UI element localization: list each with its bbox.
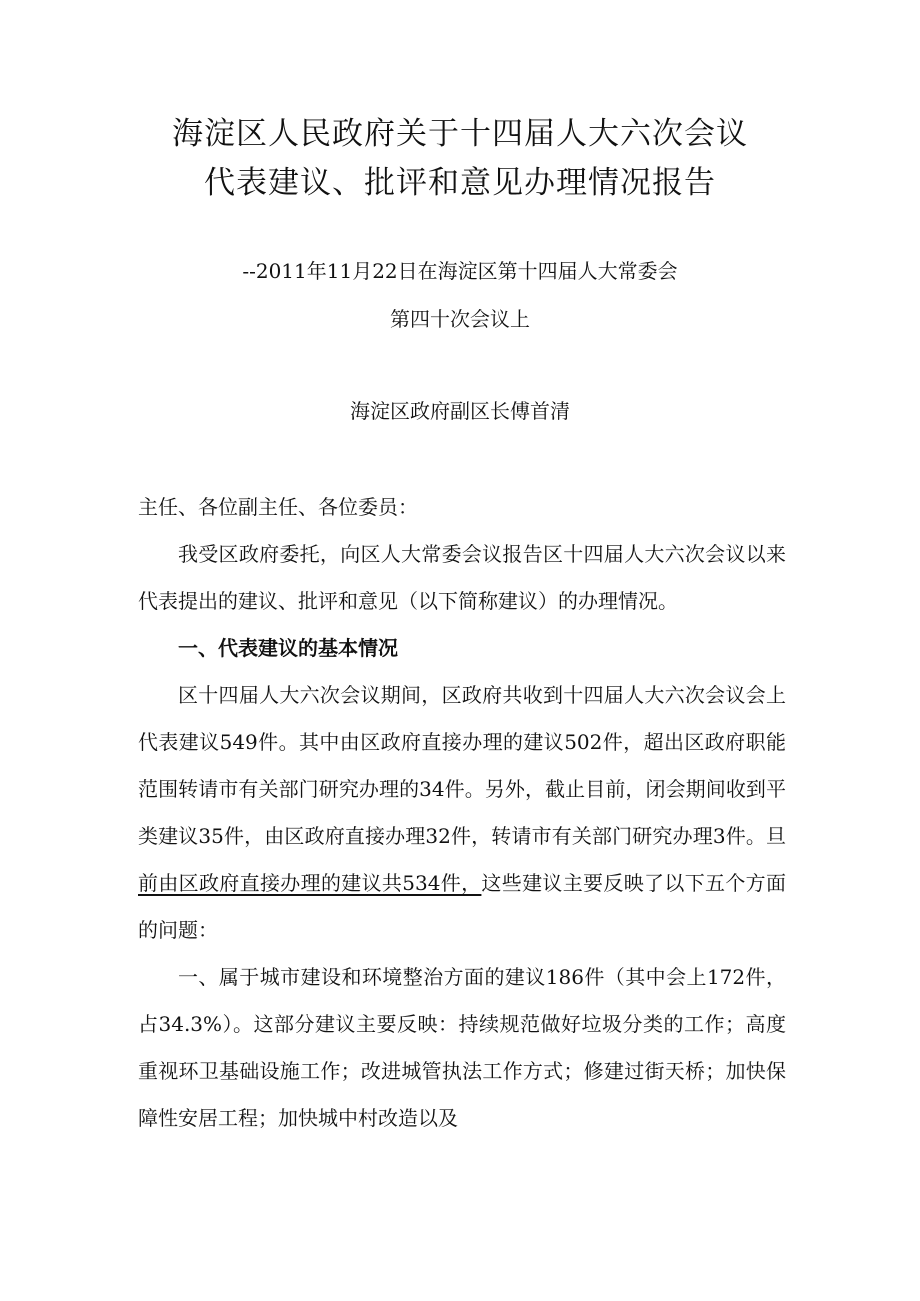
intro-paragraph: 我受区政府委托，向区人大常委会议报告区十四届人大六次会议以来代表提出的建议、批评和意见（以下简称建议）的办理情况。 (138, 542, 786, 613)
paragraph-text: 区十四届人大六次会议期间，区政府共收到十四届人大六次会议会上代表建议549件。其中由区政府直接办理的建议502件，超出区政府职能范围转请市有关部门研究办理的34件。另外，截止目前，闭会期间收到平类建议35件，由区政府直接办理32件，转请市有关部门研究办理3件。旦 (138, 683, 786, 848)
document-body (138, 484, 786, 1142)
document-title-line-2: 代表建议、批评和意见办理情况报告 (204, 165, 716, 201)
city-construction-paragraph: 一、属于城市建设和环境整治方面的建议186件（其中会上172件，占34.3%）。这部分建议主要反映：持续规范做好垃圾分类的工作；高度重视环卫基础设施工作；改进城管执法工作方式；修建过街天桥；加快保障性安居工程；加快城中村改造以及 (138, 965, 786, 1130)
document-title-line-1: 海淀区人民政府关于十四届人大六次会议 (172, 116, 748, 152)
basic-situation-paragraph (138, 672, 786, 954)
underlined-text: 前由区政府直接办理的建议共534件， (138, 871, 482, 895)
salutation: 主任、各位副主任、各位委员： (138, 495, 418, 519)
document-subtitle-line-2: 第四十次会议上 (390, 307, 530, 331)
paragraph-text: 这些建议主要反映了以下五个方面的问题： (138, 871, 787, 942)
document-subtitle-line-1: --2011年11月22日在海淀区第十四届人大常委会 (242, 259, 678, 283)
document-author: 海淀区政府副区长傅首清 (350, 399, 570, 423)
section-heading-1: 一、代表建议的基本情况 (178, 636, 398, 660)
